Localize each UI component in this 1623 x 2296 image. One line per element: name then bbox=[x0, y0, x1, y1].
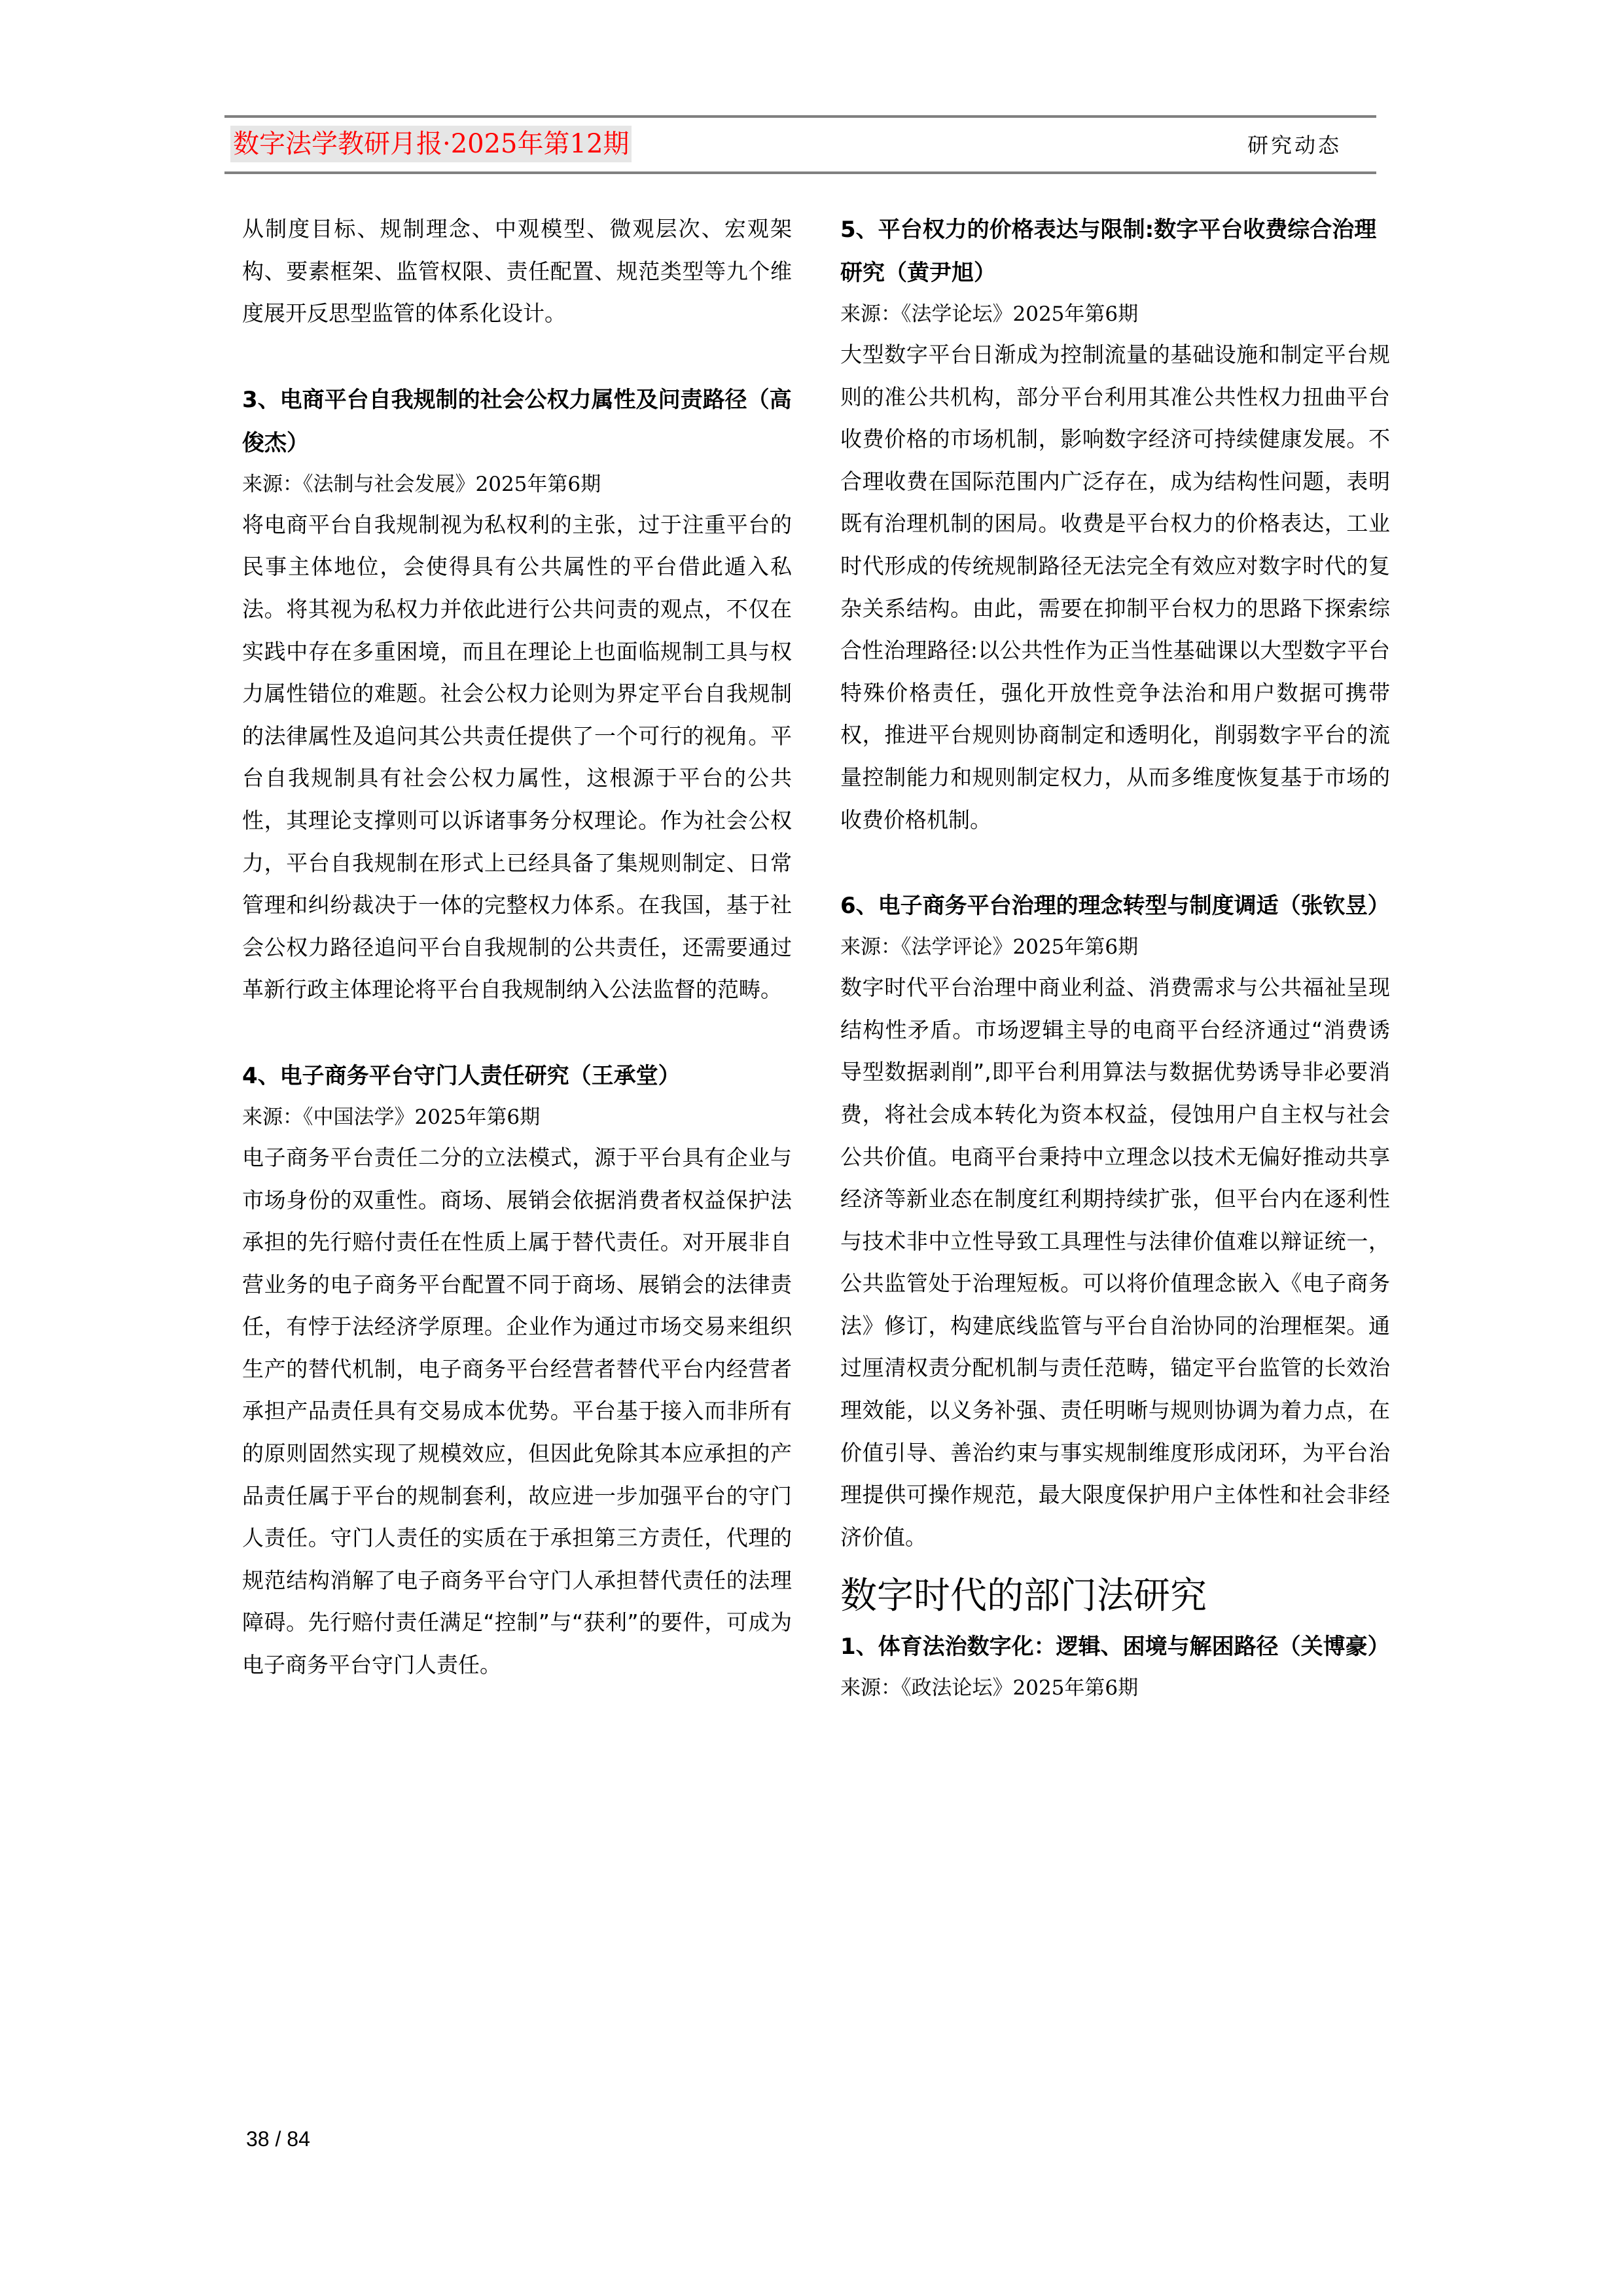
article-abstract: 电子商务平台责任二分的立法模式，源于平台具有企业与市场身份的双重性。商场、展销会依据消费者权益保护法承担的先行赔付责任在性质上属于替代责任。对开展非自营业务的电子商务平台配置不同于商场、展销会的法律责任，有悖于法经济学原理。企业作为通过市场交易来组织生产的替代机制，电子商务平台经营者替代平台内经营者承担产品责任具有交易成本优势。平台基于接入而非所有的原则固然实现了规模效应，但因此免除其本应承担的产品责任属于平台的规制套利，故应进一步加强平台的守门人责任。守门人责任的实质在于承担第三方责任，代理的规范结构消解了电子商务平台守门人承担替代责任的法理障碍。先行赔付责任满足“控制”与“获利”的要件，可成为电子商务平台守门人责任。 bbox=[242, 1144, 792, 1678]
article-title: 3、电商平台自我规制的社会公权力属性及问责路径（高俊杰） bbox=[242, 386, 792, 456]
header-top-rule bbox=[224, 115, 1376, 118]
article-abstract: 数字时代平台治理中商业利益、消费需求与公共福祉呈现结构性矛盾。市场逻辑主导的电商平台经济通过“消费诱导型数据剥削”,即平台利用算法与数据优势诱导非必要消费，将社会成本转化为资本权益，侵蚀用户自主权与社会公共价值。电商平台秉持中立理念以技术无偏好推动共享经济等新业态在制度红利期持续扩张，但平台内在逐利性与技术非中立性导致工具理性与法律价值难以辩证统一，公共监管处于治理短板。可以将价值理念嵌入《电子商务法》修订，构建底线监管与平台自治协同的治理框架。通过厘清权责分配机制与责任范畴，锚定平台监管的长效治理效能，以义务补强、责任明晰与规则协调为着力点，在价值引导、善治约束与事实规制维度形成闭环，为平台治理提供可操作规范，最大限度保护用户主体性和社会非经济价值。 bbox=[840, 975, 1390, 1550]
article-source: 来源：《政法论坛》2025年第6期 bbox=[840, 1676, 1139, 1700]
article-title: 5、平台权力的价格表达与限制:数字平台收费综合治理研究（黄尹旭） bbox=[840, 217, 1377, 286]
section-heading: 数字时代的部门法研究 bbox=[840, 1575, 1207, 1618]
article-source: 来源：《中国法学》2025年第6期 bbox=[242, 1105, 541, 1129]
left-column bbox=[242, 208, 792, 1687]
article-3 bbox=[242, 378, 792, 1011]
article-abstract: 将电商平台自我规制视为私权利的主张，过于注重平台的民事主体地位，会使得具有公共属性的平台借此遁入私法。将其视为私权力并依此进行公共问责的观点，不仅在实践中存在多重困境，而且在理论上也面临规制工具与权力属性错位的难题。社会公权力论则为界定平台自我规制的法律属性及追问其公共责任提供了一个可行的视角。平台自我规制具有社会公权力属性，这根源于平台的公共性，其理论支撑则可以诉诸事务分权理论。作为社会公权力，平台自我规制在形式上已经具备了集规则制定、日常管理和纠纷裁决于一体的完整权力体系。在我国，基于社会公权力路径追问平台自我规制的公共责任，还需要通过革新行政主体理论将平台自我规制纳入公法监督的范畴。 bbox=[242, 511, 792, 1003]
article-abstract: 大型数字平台日渐成为控制流量的基础设施和制定平台规则的准公共机构，部分平台利用其准公共性权力扭曲平台收费价格的市场机制，影响数字经济可持续健康发展。不合理收费在国际范围内广泛存在，成为结构性问题，表明既有治理机制的困局。收费是平台权力的价格表达，工业时代形成的传统规制路径无法完全有效应对数字时代的复杂关系结构。由此，需要在抑制平台权力的思路下探索综合性治理路径:以公共性作为正当性基础课以大型数字平台特殊价格责任，强化开放性竞争法治和用户数据可携带权，推进平台规则协商制定和透明化，削弱数字平台的流量控制能力和规则制定权力，从而多维度恢复基于市场的收费价格机制。 bbox=[840, 342, 1390, 833]
article-5 bbox=[840, 208, 1390, 841]
continued-paragraph: 从制度目标、规制理念、中观模型、微观层次、宏观架构、要素框架、监管权限、责任配置、规范类型等九个维度展开反思型监管的体系化设计。 bbox=[242, 216, 792, 327]
page-number: 38 / 84 bbox=[246, 2127, 310, 2151]
right-column bbox=[840, 208, 1390, 1708]
article-4 bbox=[242, 1054, 792, 1687]
section-article-1 bbox=[840, 1625, 1390, 1708]
header-bottom-rule bbox=[224, 171, 1376, 174]
article-title: 6、电子商务平台治理的理念转型与制度调适（张钦昱） bbox=[840, 893, 1390, 920]
article-source: 来源：《法学评论》2025年第6期 bbox=[840, 935, 1139, 960]
article-6 bbox=[840, 884, 1390, 1558]
publication-title: 数字法学教研月报·2025年第12期 bbox=[230, 126, 632, 162]
section-label: 研究动态 bbox=[1247, 133, 1342, 158]
article-source: 来源：《法制与社会发展》2025年第6期 bbox=[242, 472, 601, 496]
article-source: 来源：《法学论坛》2025年第6期 bbox=[840, 302, 1139, 326]
article-title: 4、电子商务平台守门人责任研究（王承堂） bbox=[242, 1062, 681, 1089]
article-title: 1、体育法治数字化：逻辑、困境与解困路径（关博豪） bbox=[840, 1634, 1390, 1660]
